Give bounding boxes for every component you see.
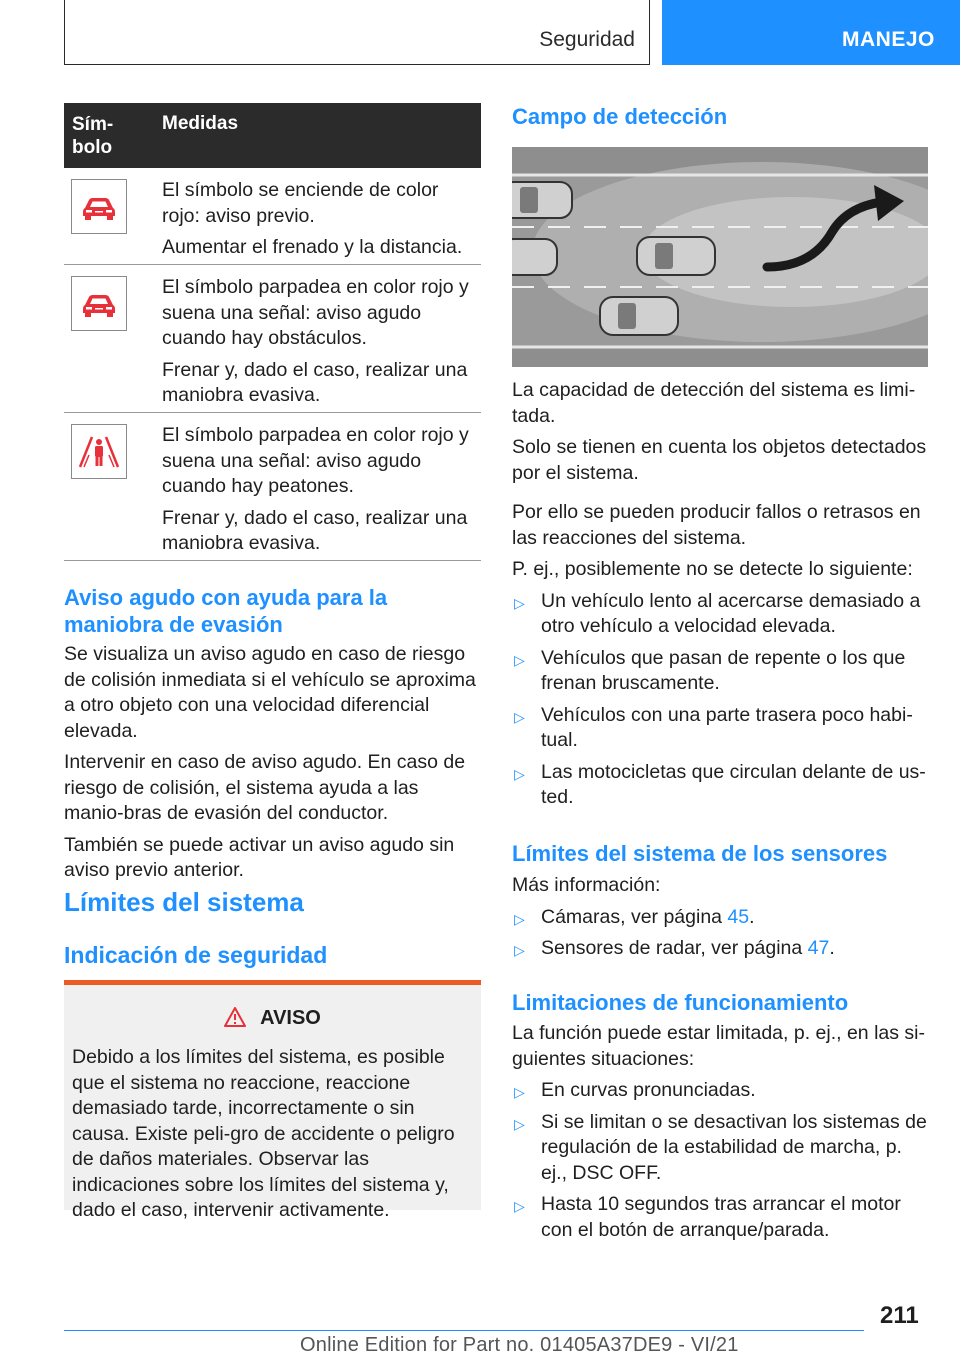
punctuation: .	[749, 905, 755, 928]
footer-divider	[64, 1330, 864, 1331]
measure-text: Aumentar el frenado y la distancia.	[162, 236, 463, 258]
warning-title: AVISO	[260, 1007, 321, 1029]
page-link[interactable]: 45	[727, 905, 750, 928]
measure-text: El símbolo parpadea en color rojo y suena una señal: aviso agudo cuando hay peatones.	[162, 424, 469, 497]
chapter-title: MANEJO	[842, 28, 935, 51]
chapter-tab[interactable]	[662, 0, 960, 65]
detection-heading: Campo de detección	[512, 104, 728, 129]
footer-edition: Online Edition for Part no. 01405A37DE9 - VI/21	[300, 1334, 739, 1356]
paragraph: La capacidad de detección del sistema es limi‐tada.	[512, 379, 916, 427]
measure-cell	[162, 168, 481, 261]
bullet-triangle-icon: ▷	[514, 1115, 525, 1132]
bullet-triangle-icon: ▷	[514, 1084, 525, 1100]
list-item	[512, 936, 930, 962]
list-item-text: Si se limitan o se desactivan los sistemas de regulación de la estabilidad de marcha, p. ej., DSC OFF.	[541, 1110, 927, 1184]
sensor-limits-section	[512, 840, 930, 968]
page-link[interactable]: 47	[807, 937, 830, 959]
list-item-text: Vehículos con una parte trasera poco habi‐tual.	[541, 703, 913, 751]
list-item-text: Cámaras, ver página	[541, 905, 728, 928]
warning-text: Debido a los límites del sistema, es posible que el sistema no reaccione, reaccione demasiado tarde, incorrectamente o sin causa. Existe peli‐gro de accidente o peligro de daños materiales. Observar las indicaciones sobre los límites del sistema y, dado el caso, intervenir activamente.	[72, 1046, 455, 1221]
bullet-triangle-icon: ▷	[514, 1198, 525, 1214]
table-header	[64, 103, 481, 168]
paragraph: Más información:	[512, 874, 661, 896]
detection-field-illustration	[512, 147, 928, 367]
functional-limits-section	[512, 989, 930, 1249]
punctuation: .	[829, 937, 835, 959]
section-heading: Limitaciones de funcionamiento	[512, 990, 849, 1015]
safety-subheading: Indicación de seguridad	[64, 942, 328, 968]
measure-cell	[162, 413, 481, 557]
list-item	[512, 760, 930, 811]
warning-box	[64, 980, 481, 1221]
bullet-triangle-icon: ▷	[514, 942, 525, 958]
table-row	[64, 168, 481, 265]
list-item-text: Las motocicletas que circulan delante de us‐ted.	[541, 760, 926, 808]
list-item	[512, 1078, 930, 1104]
measure-text: El símbolo se enciende de color rojo: aviso previo.	[162, 179, 439, 227]
measure-text: El símbolo parpadea en color rojo y suena una señal: aviso agudo cuando hay obstáculos.	[162, 276, 469, 349]
list-item	[512, 703, 930, 754]
paragraph: Intervenir en caso de aviso agudo. En caso de riesgo de colisión, el sistema ayuda a las manio‐bras de evasión del conductor.	[64, 751, 466, 824]
section-heading: Límites del sistema de los sensores	[512, 841, 888, 866]
list-item-text: Sensores de radar, ver página	[541, 937, 808, 959]
symbol-table	[64, 103, 481, 561]
paragraph: P. ej., posiblemente no se detecte lo siguiente:	[512, 558, 913, 580]
table-row	[64, 413, 481, 561]
evasion-section	[64, 584, 481, 890]
paragraph: Se visualiza un aviso agudo en caso de riesgo de colisión inmediata si el vehículo se aproxima a otro objeto con una velocidad diferencial elevada.	[64, 643, 476, 742]
header-section-box	[64, 0, 650, 65]
bullet-triangle-icon: ▷	[514, 910, 525, 927]
section-heading: Aviso agudo con ayuda para la maniobra de evasión	[64, 585, 388, 637]
bullet-triangle-icon: ▷	[514, 594, 525, 611]
warning-triangle-icon	[224, 1007, 246, 1033]
paragraph: Solo se tienen en cuenta los objetos detectados por el sistema.	[512, 436, 927, 484]
col-symbol-header: Sím- bolo	[72, 114, 114, 158]
paragraph: También se puede activar un aviso agudo sin aviso previo anterior.	[64, 833, 455, 881]
bullet-triangle-icon: ▷	[514, 765, 525, 782]
list-item-text: Hasta 10 segundos tras arrancar el motor con el botón de arranque/parada.	[541, 1193, 901, 1241]
paragraph: Por ello se pueden producir fallos o retrasos en las reacciones del sistema.	[512, 501, 921, 549]
section-title: Seguridad	[539, 28, 635, 51]
list-item-text: Vehículos que pasan de repente o los que frenan bruscamente.	[541, 646, 906, 694]
measure-cell	[162, 265, 481, 409]
list-item	[512, 905, 930, 931]
page-number: 211	[880, 1302, 919, 1329]
list-item	[512, 589, 930, 640]
car-warning-icon	[71, 179, 127, 234]
pedestrian-warning-icon	[71, 424, 127, 479]
bullet-triangle-icon: ▷	[514, 708, 525, 725]
warning-header	[64, 1007, 481, 1033]
bullet-triangle-icon: ▷	[514, 651, 525, 668]
paragraph: La función puede estar limitada, p. ej., en las si‐guientes situaciones:	[512, 1022, 925, 1070]
list-item	[512, 1192, 930, 1243]
table-row	[64, 265, 481, 413]
list-item-text: Un vehículo lento al acercarse demasiado a otro vehículo a velocidad elevada.	[541, 589, 921, 637]
measure-text: Frenar y, dado el caso, realizar una maniobra evasiva.	[162, 506, 468, 554]
list-item-text: En curvas pronunciadas.	[541, 1079, 756, 1101]
limits-heading: Límites del sistema	[64, 887, 304, 917]
measure-text: Frenar y, dado el caso, realizar una maniobra evasiva.	[162, 358, 468, 406]
detection-text	[512, 378, 930, 817]
list-item	[512, 646, 930, 697]
car-warning-icon	[71, 276, 127, 331]
col-measures-header: Medidas	[162, 113, 239, 134]
list-item	[512, 1110, 930, 1187]
